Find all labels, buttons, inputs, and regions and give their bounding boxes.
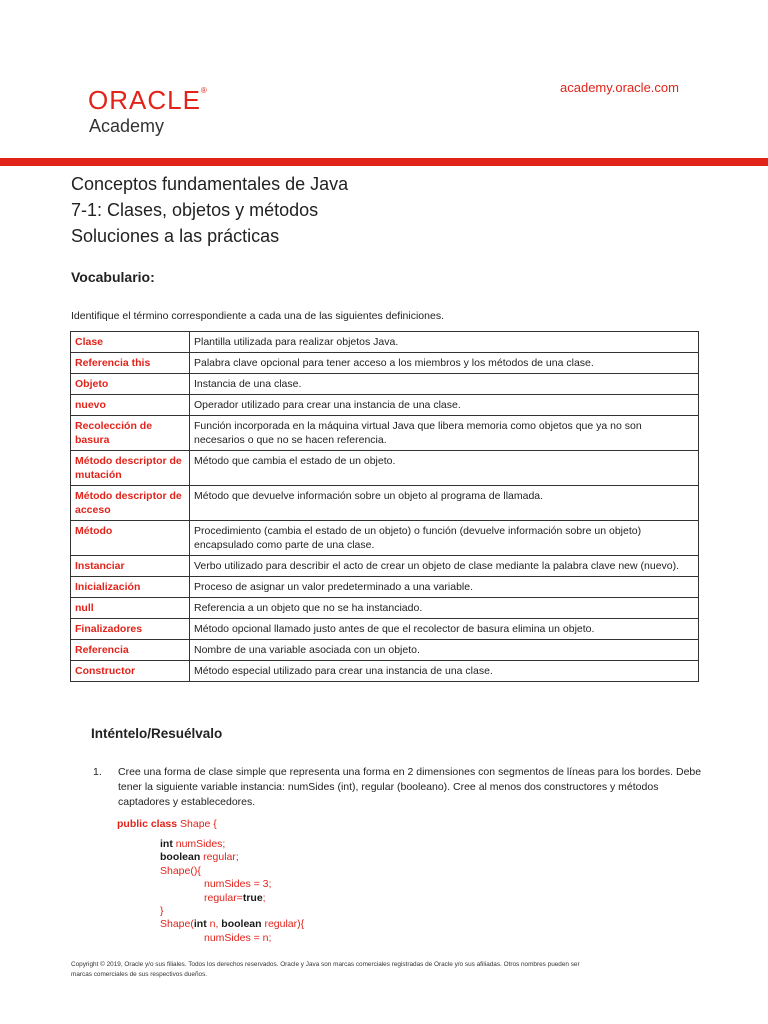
practice-item-1	[93, 765, 703, 810]
table-row	[71, 395, 699, 416]
vocab-definition: Operador utilizado para crear una instancia de una clase.	[190, 395, 699, 416]
code-line	[160, 838, 225, 851]
vocab-term: Recolección de basura	[71, 416, 190, 451]
vocab-definition: Proceso de asignar un valor predeterminado a una variable.	[190, 577, 699, 598]
vocabulary-heading: Vocabulario:	[71, 269, 155, 285]
code-line: }	[160, 905, 164, 917]
code-text: regular;	[200, 851, 239, 864]
table-row	[71, 451, 699, 486]
vocab-term: Referencia this	[71, 353, 190, 374]
vocab-term: nuevo	[71, 395, 190, 416]
code-keyword: int	[160, 838, 173, 850]
vocab-definition: Método opcional llamado justo antes de que el recolector de basura elimina un objeto.	[190, 619, 699, 640]
code-line	[204, 892, 266, 905]
item-number: 1.	[93, 766, 102, 778]
vocab-term: Método descriptor de acceso	[71, 486, 190, 521]
code-text: ;	[262, 891, 266, 904]
title-subtitle: Soluciones a las prácticas	[71, 226, 280, 246]
vocab-term: Método descriptor de mutación	[71, 451, 190, 486]
document-title	[71, 171, 348, 249]
vocab-definition: Procedimiento (cambia el estado de un objeto) o función (devuelve información sobre un objeto) encapsulado como parte de una clase.	[190, 521, 699, 556]
table-row	[71, 332, 699, 353]
code-line	[160, 851, 239, 864]
table-row	[71, 486, 699, 521]
logo-academy-text: Academy	[89, 116, 165, 136]
table-row	[71, 619, 699, 640]
code-keyword: true	[242, 891, 263, 904]
vocabulary-instruction: Identifique el término correspondiente a cada una de las siguientes definiciones.	[71, 310, 444, 322]
code-keyword: boolean	[221, 918, 262, 931]
title-lesson: 7-1: Clases, objetos y métodos	[71, 200, 319, 220]
copyright-footer	[71, 960, 691, 980]
table-row	[71, 661, 699, 682]
vocab-term: null	[71, 598, 190, 619]
vocab-definition: Plantilla utilizada para realizar objetos Java.	[190, 332, 699, 353]
vocab-definition: Palabra clave opcional para tener acceso a los miembros y los métodos de una clase.	[190, 353, 699, 374]
code-text: regular=	[204, 891, 243, 904]
header-divider-bar	[0, 158, 768, 166]
logo-registered-mark: ®	[200, 86, 207, 95]
vocab-term: Clase	[71, 332, 190, 353]
vocab-term: Finalizadores	[71, 619, 190, 640]
table-row	[71, 353, 699, 374]
vocab-definition: Método que cambia el estado de un objeto.	[190, 451, 699, 486]
vocab-term: Constructor	[71, 661, 190, 682]
code-keyword: public class	[117, 818, 178, 830]
vocab-term: Inicialización	[71, 577, 190, 598]
code-keyword: boolean	[160, 851, 201, 864]
title-course: Conceptos fundamentales de Java	[71, 174, 349, 194]
vocab-term: Método	[71, 521, 190, 556]
code-line: numSides = 3;	[204, 878, 272, 891]
code-line: Shape(){	[160, 864, 201, 877]
table-row	[71, 556, 699, 577]
vocab-definition: Instancia de una clase.	[190, 374, 699, 395]
vocab-definition: Nombre de una variable asociada con un objeto.	[190, 640, 699, 661]
vocab-definition: Verbo utilizado para describir el acto de crear un objeto de clase mediante la palabra clave new (nuevo).	[190, 556, 699, 577]
table-row	[71, 640, 699, 661]
code-text: regular){	[261, 918, 305, 931]
table-row	[71, 577, 699, 598]
code-line	[117, 818, 217, 831]
footer-line-2: marcas comerciales de sus respectivos dueños.	[71, 971, 208, 978]
code-line: numSides = n;	[204, 931, 272, 944]
table-row	[71, 374, 699, 395]
code-keyword: int	[193, 918, 207, 931]
vocab-definition: Método especial utilizado para crear una instancia de una clase.	[190, 661, 699, 682]
vocab-term: Referencia	[71, 640, 190, 661]
logo-text: ORACLE	[88, 85, 201, 115]
vocabulary-table	[70, 331, 699, 682]
item-text: Cree una forma de clase simple que representa una forma en 2 dimensiones con segmentos de líneas para los bordes. Debe tener la siguiente variable instancia: numSides (int), regular (booleano). Cree al menos dos constructores y métodos captadores y establecedores.	[118, 766, 702, 808]
vocab-term: Instanciar	[71, 556, 190, 577]
code-text: numSides;	[172, 838, 226, 850]
oracle-logo-wordmark	[88, 87, 207, 113]
practice-heading: Inténtelo/Resuélvalo	[91, 726, 223, 741]
vocab-term: Objeto	[71, 374, 190, 395]
vocab-definition: Referencia a un objeto que no se ha instanciado.	[190, 598, 699, 619]
code-text: n,	[206, 918, 222, 931]
code-text: Shape {	[177, 818, 217, 830]
academy-site-link[interactable]: academy.oracle.com	[560, 80, 679, 95]
table-row	[71, 598, 699, 619]
vocab-definition: Método que devuelve información sobre un objeto al programa de llamada.	[190, 486, 699, 521]
table-row	[71, 521, 699, 556]
code-text: Shape(	[160, 918, 194, 931]
footer-line-1: Copyright © 2019, Oracle y/o sus filiales. Todos los derechos reservados. Oracle y Java son marcas comerciales registradas de Oracle y/o sus afiliadas. Otros nombres pueden ser	[71, 961, 580, 968]
code-line	[160, 918, 304, 931]
vocab-definition: Función incorporada en la máquina virtual Java que libera memoria como objetos que ya no son necesarios o que no se hacen referencia.	[190, 416, 699, 451]
table-row	[71, 416, 699, 451]
